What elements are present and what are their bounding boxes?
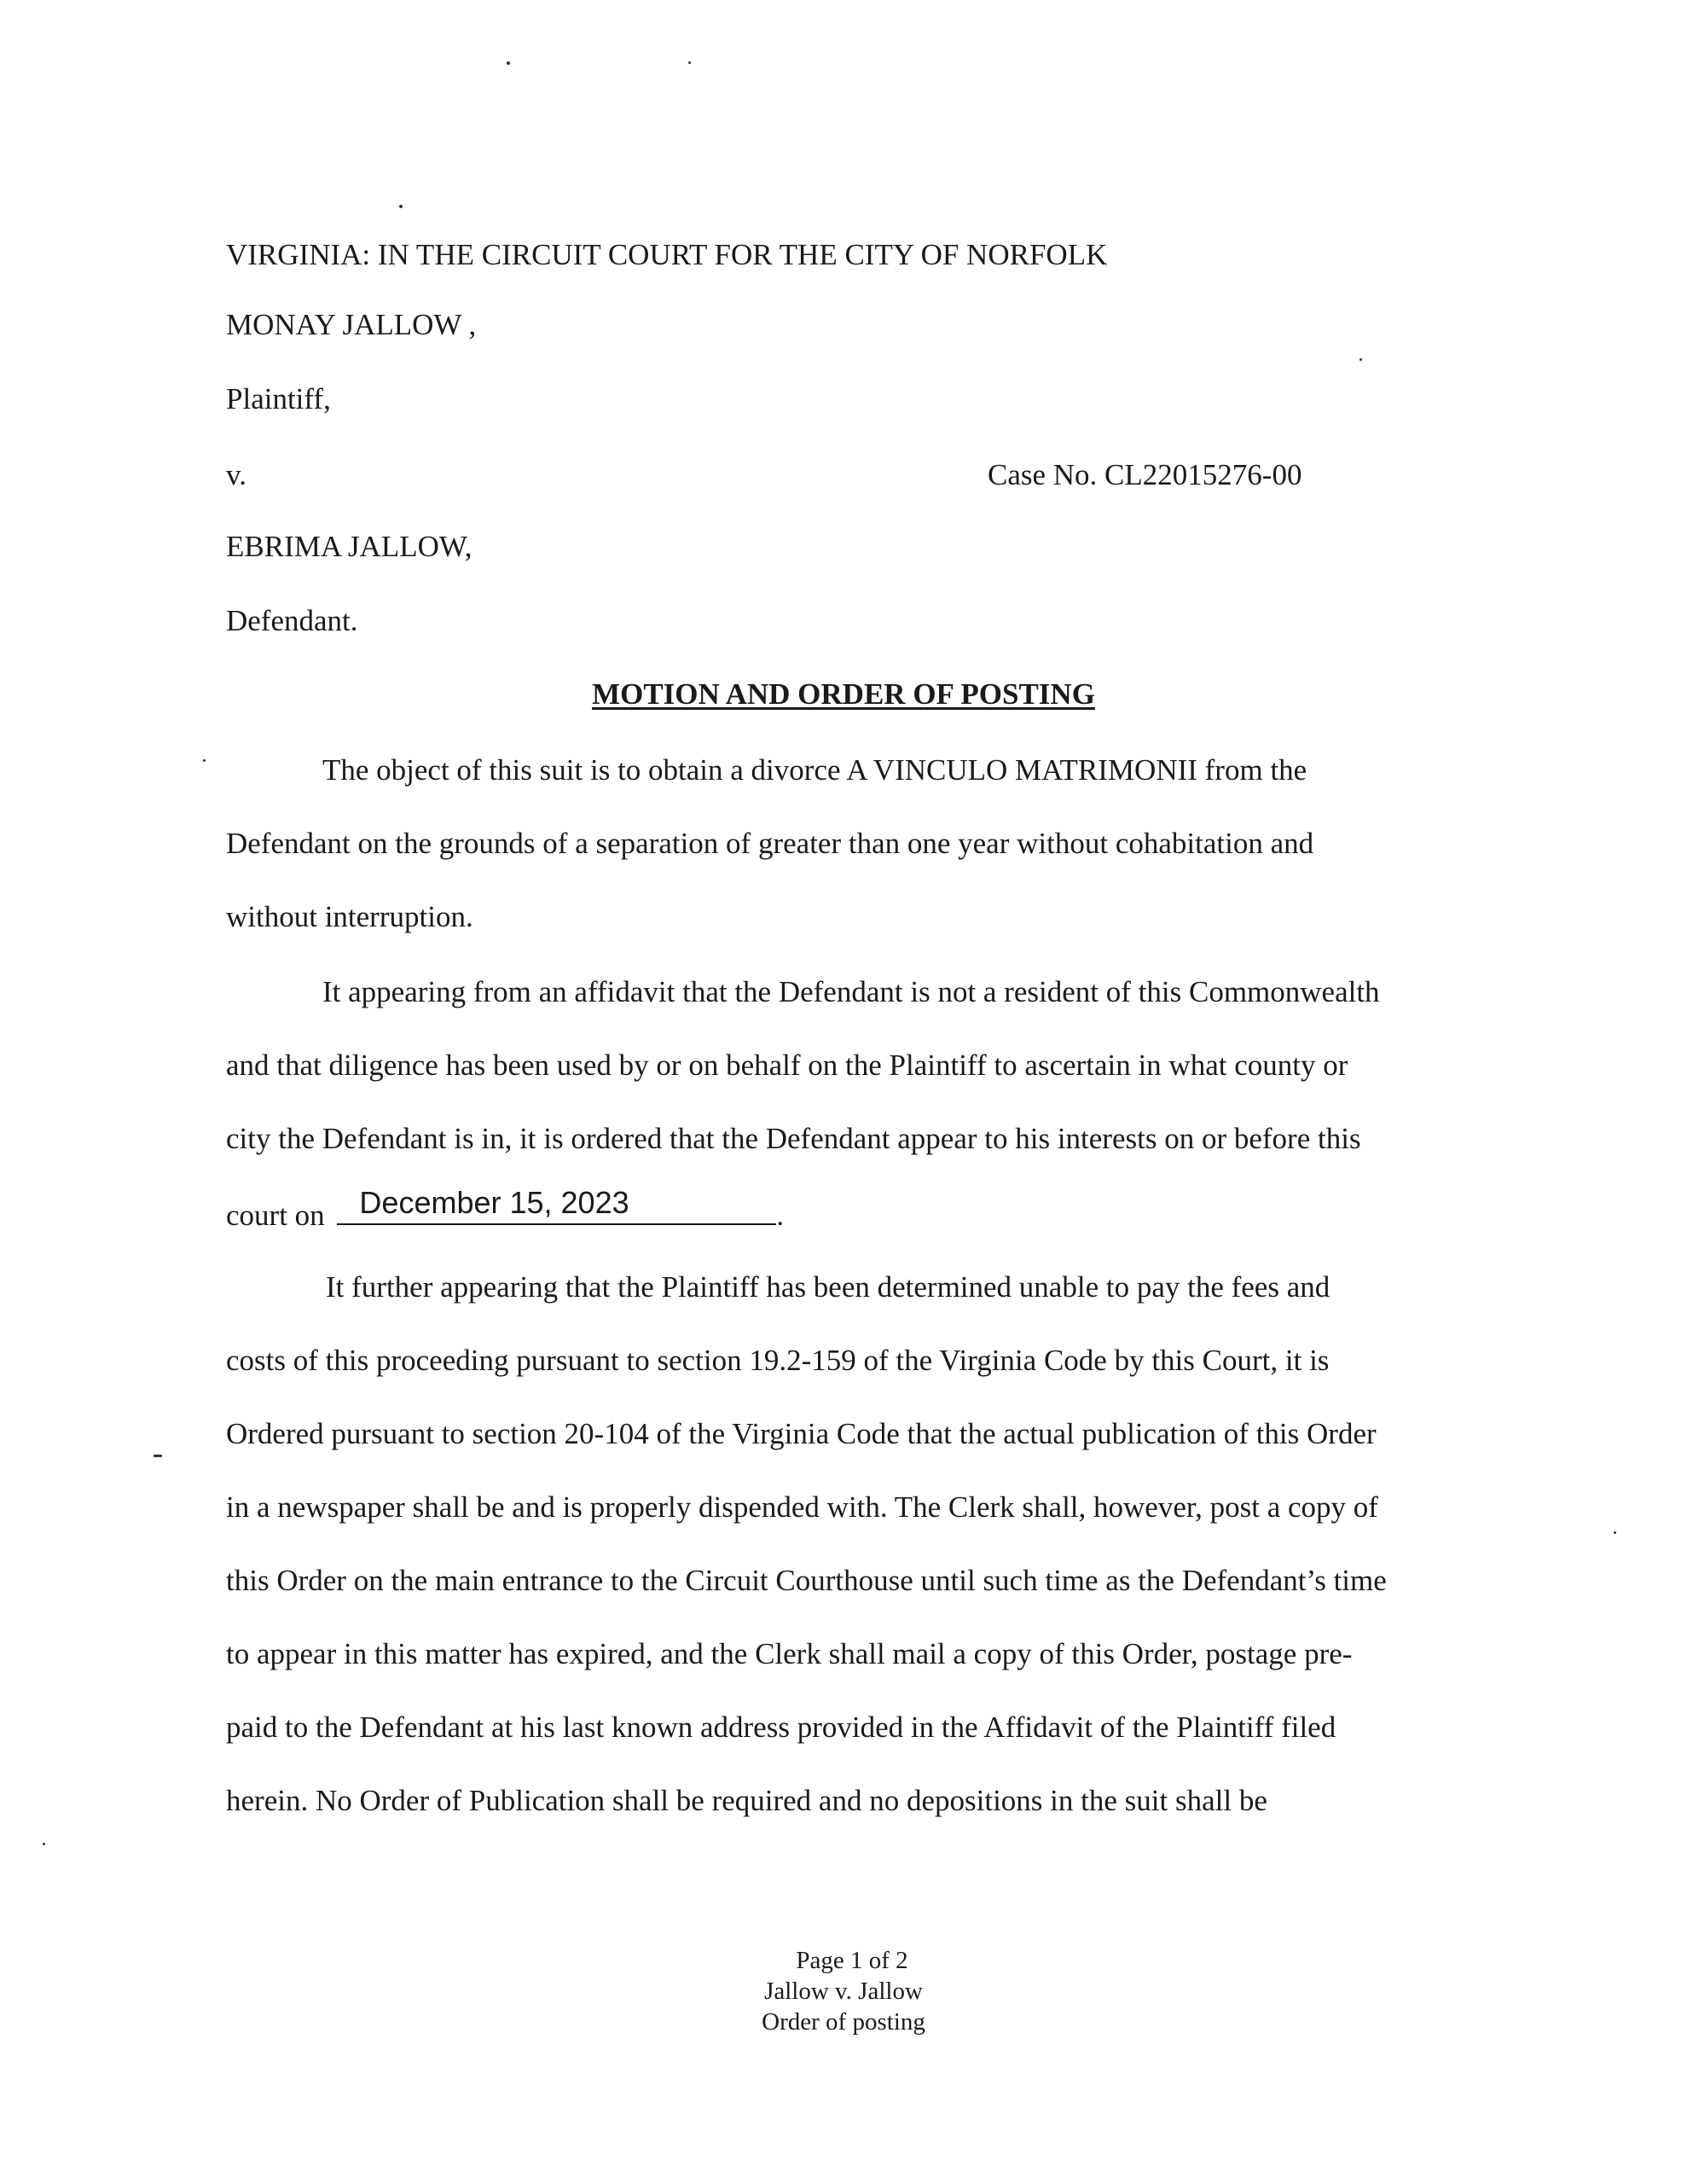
footer-caption: Jallow v. Jallow bbox=[764, 1978, 923, 2005]
scan-speck bbox=[688, 61, 691, 64]
body-line: without interruption. bbox=[226, 900, 473, 933]
defendant-name: EBRIMA JALLOW, bbox=[226, 530, 472, 563]
scan-speck bbox=[1359, 358, 1362, 361]
scan-speck bbox=[399, 205, 403, 208]
scan-speck bbox=[43, 1843, 45, 1845]
defendant-role: Defendant. bbox=[226, 604, 358, 637]
versus: v. bbox=[226, 458, 246, 491]
court-date-value: December 15, 2023 bbox=[359, 1185, 629, 1220]
page-number: Page 1 of 2 bbox=[796, 1947, 908, 1974]
document-title-text: MOTION AND ORDER OF POSTING bbox=[592, 677, 1095, 711]
scan-speck bbox=[507, 61, 510, 65]
body-line: this Order on the main entrance to the Circuit Courthouse until such time as the Defendant’s time bbox=[226, 1564, 1387, 1597]
body-line: city the Defendant is in, it is ordered that the Defendant appear to his interests on or before this bbox=[226, 1122, 1361, 1155]
plaintiff-role: Plaintiff, bbox=[226, 382, 331, 415]
body-line: herein. No Order of Publication shall be required and no depositions in the suit shall be bbox=[226, 1784, 1267, 1817]
body-line: The object of this suit is to obtain a divorce A VINCULO MATRIMONII from the bbox=[322, 753, 1307, 787]
body-line: paid to the Defendant at his last known address provided in the Affidavit of the Plaintiff filed bbox=[226, 1711, 1336, 1744]
body-line: It further appearing that the Plaintiff has been determined unable to pay the fees and bbox=[326, 1270, 1330, 1304]
body-line: Defendant on the grounds of a separation of greater than one year without cohabitation and bbox=[226, 827, 1314, 860]
footer-doc-name: Order of posting bbox=[762, 2008, 925, 2036]
body-line: to appear in this matter has expired, and the Clerk shall mail a copy of this Order, postage pre- bbox=[226, 1637, 1353, 1670]
body-line: in a newspaper shall be and is properly dispended with. The Clerk shall, however, post a copy of bbox=[226, 1490, 1378, 1524]
body-line: and that diligence has been used by or on behalf on the Plaintiff to ascertain in what county or bbox=[226, 1048, 1348, 1082]
scan-speck bbox=[154, 1455, 162, 1457]
scan-speck bbox=[1614, 1531, 1616, 1534]
body-line: Ordered pursuant to section 20-104 of the Virginia Code that the actual publication of this Order bbox=[226, 1417, 1377, 1450]
court-on-prefix: court on bbox=[226, 1199, 325, 1232]
plaintiff-name: MONAY JALLOW , bbox=[226, 308, 477, 341]
court-heading: VIRGINIA: IN THE CIRCUIT COURT FOR THE CITY OF NORFOLK bbox=[226, 238, 1108, 271]
court-on-suffix: . bbox=[776, 1199, 785, 1232]
body-line: It appearing from an affidavit that the Defendant is not a resident of this Commonwealth bbox=[322, 975, 1380, 1008]
document-title bbox=[0, 677, 1687, 712]
scan-speck bbox=[203, 759, 206, 762]
court-date-field bbox=[337, 1185, 776, 1225]
page-footer bbox=[0, 1945, 1687, 2037]
body-line: costs of this proceeding pursuant to section 19.2-159 of the Virginia Code by this Court, it is bbox=[226, 1344, 1330, 1377]
court-date-line bbox=[226, 1185, 785, 1234]
case-number: Case No. CL22015276-00 bbox=[988, 458, 1302, 491]
